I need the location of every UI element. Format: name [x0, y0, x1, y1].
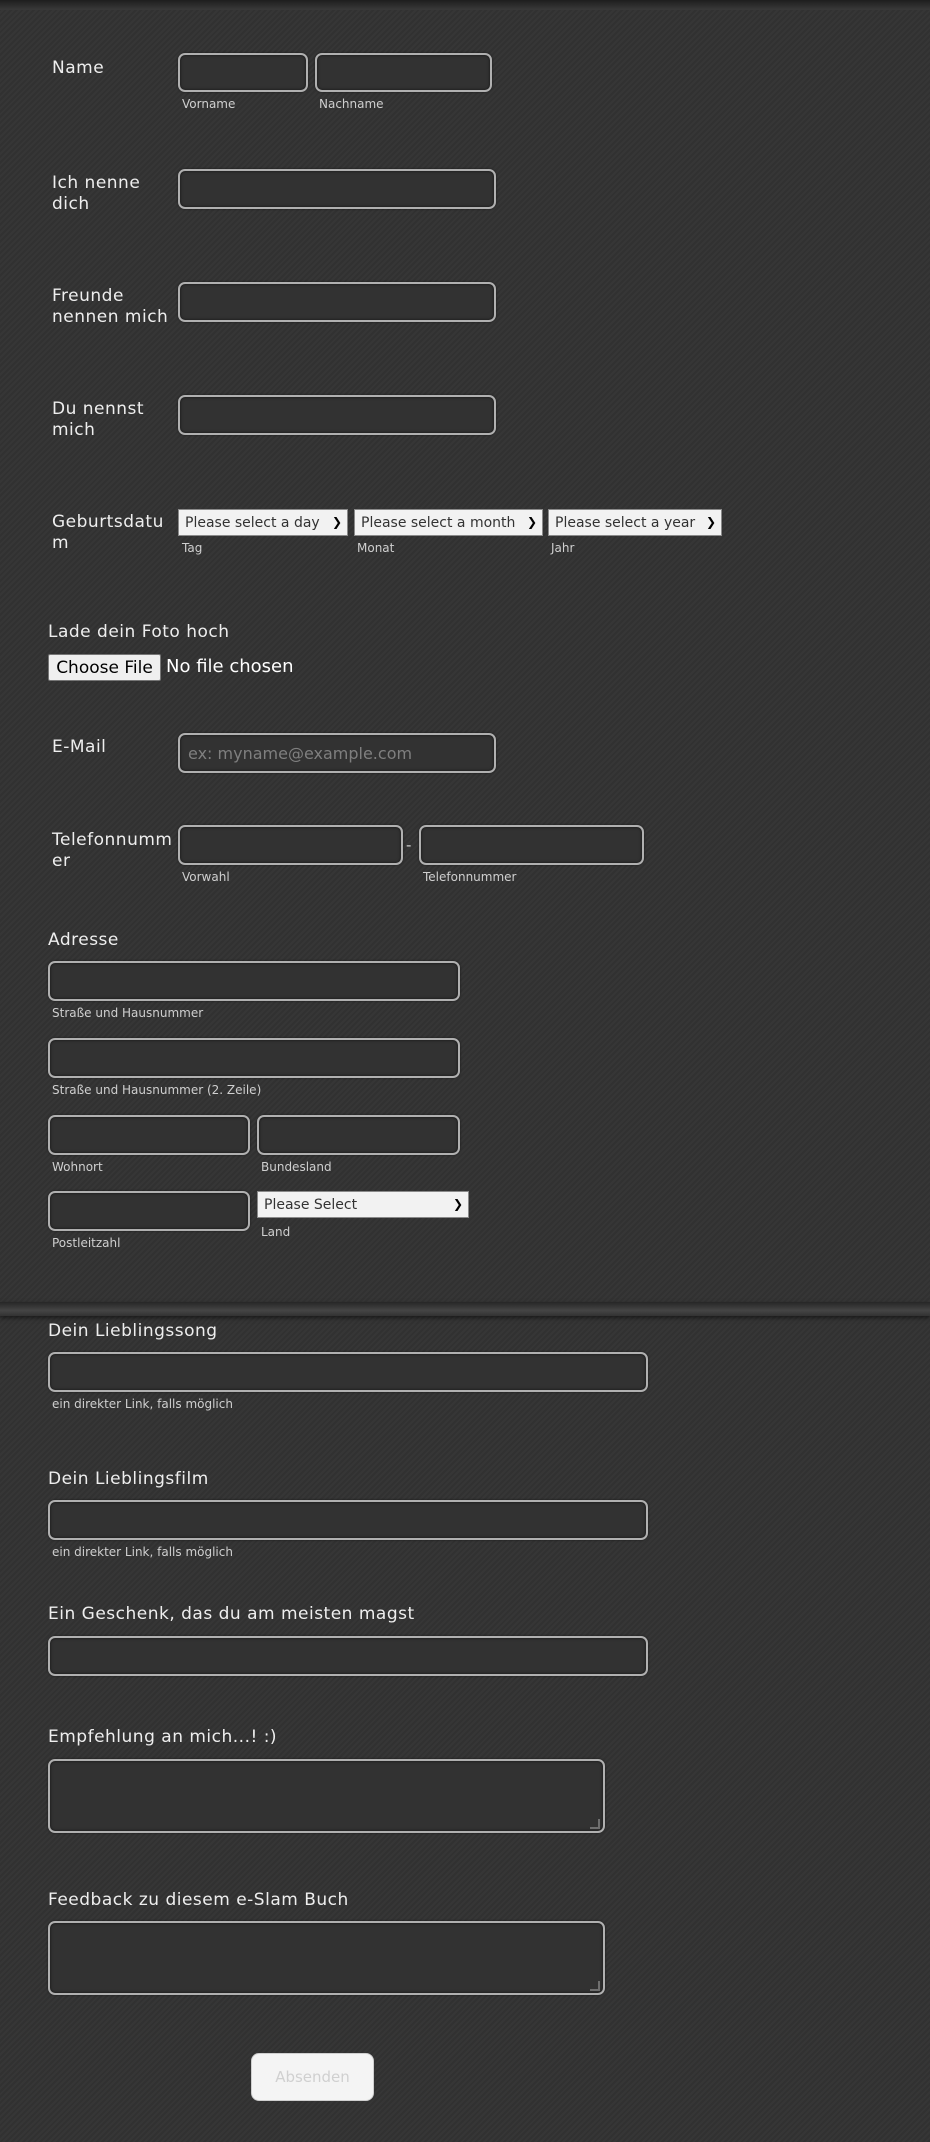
recommendation-label: Empfehlung an mich...! :)	[48, 1727, 278, 1747]
feedback-textarea[interactable]	[48, 1921, 605, 1995]
first-name-sublabel: Vorname	[182, 97, 236, 111]
name-label: Name	[52, 58, 105, 78]
country-select[interactable]: Please Select ❯	[257, 1191, 469, 1218]
zip-input[interactable]	[48, 1191, 250, 1231]
feedback-label: Feedback zu diesem e-Slam Buch	[48, 1890, 349, 1910]
phone-number-sublabel: Telefonnummer	[423, 870, 517, 884]
street2-input[interactable]	[48, 1038, 460, 1078]
gift-input[interactable]	[48, 1636, 648, 1676]
you-call-label: Du nennst mich	[52, 399, 145, 440]
file-status: No file chosen	[166, 656, 294, 677]
chevron-down-icon: ❯	[705, 515, 716, 529]
city-sublabel: Wohnort	[52, 1160, 103, 1174]
email-placeholder: ex: myname@example.com	[188, 743, 413, 763]
film-input[interactable]	[48, 1500, 648, 1540]
friends-call-label: Freunde nennen mich	[52, 286, 169, 327]
street2-sublabel: Straße und Hausnummer (2. Zeile)	[52, 1083, 262, 1097]
street-input[interactable]	[48, 961, 460, 1001]
birthday-month-sublabel: Monat	[357, 541, 395, 555]
choose-file-button[interactable]: Choose File	[48, 654, 161, 681]
last-name-sublabel: Nachname	[319, 97, 384, 111]
phone-number-input[interactable]	[419, 825, 644, 865]
birthday-month-select[interactable]: Please select a month ❯	[354, 509, 543, 536]
song-label: Dein Lieblingssong	[48, 1321, 218, 1341]
submit-button[interactable]: Absenden	[251, 2053, 374, 2101]
recommendation-textarea[interactable]	[48, 1759, 605, 1833]
birthday-year-select[interactable]: Please select a year ❯	[548, 509, 722, 536]
chevron-down-icon: ❯	[526, 515, 537, 529]
zip-sublabel: Postleitzahl	[52, 1236, 121, 1250]
top-bar	[0, 0, 930, 10]
state-sublabel: Bundesland	[261, 1160, 332, 1174]
you-call-input[interactable]	[178, 395, 496, 435]
email-input[interactable]	[178, 733, 496, 773]
birthday-day-select[interactable]: Please select a day ❯	[178, 509, 348, 536]
friends-call-input[interactable]	[178, 282, 496, 322]
section-divider	[0, 1302, 930, 1316]
resize-handle-icon[interactable]	[590, 1819, 600, 1829]
song-input[interactable]	[48, 1352, 648, 1392]
photo-label: Lade dein Foto hoch	[48, 622, 230, 642]
street-sublabel: Straße und Hausnummer	[52, 1006, 204, 1020]
birthday-label: Geburtsdatu m	[52, 512, 164, 553]
birthday-day-sublabel: Tag	[182, 541, 203, 555]
phone-area-sublabel: Vorwahl	[182, 870, 230, 884]
chevron-down-icon: ❯	[331, 515, 342, 529]
email-label: E-Mail	[52, 737, 107, 757]
last-name-input[interactable]	[315, 53, 492, 92]
first-name-input[interactable]	[178, 53, 308, 92]
city-input[interactable]	[48, 1115, 250, 1155]
state-input[interactable]	[257, 1115, 460, 1155]
call-you-input[interactable]	[178, 169, 496, 209]
film-sublabel: ein direkter Link, falls möglich	[52, 1545, 233, 1559]
gift-label: Ein Geschenk, das du am meisten magst	[48, 1604, 415, 1624]
film-label: Dein Lieblingsfilm	[48, 1469, 209, 1489]
resize-handle-icon[interactable]	[590, 1981, 600, 1991]
address-label: Adresse	[48, 930, 119, 950]
phone-label: Telefonnumm er	[52, 830, 173, 871]
chevron-down-icon: ❯	[452, 1197, 463, 1211]
birthday-year-sublabel: Jahr	[551, 541, 575, 555]
phone-separator: -	[406, 836, 412, 854]
phone-area-input[interactable]	[178, 825, 403, 865]
call-you-label: Ich nenne dich	[52, 173, 141, 214]
country-sublabel: Land	[261, 1225, 291, 1239]
song-sublabel: ein direkter Link, falls möglich	[52, 1397, 233, 1411]
